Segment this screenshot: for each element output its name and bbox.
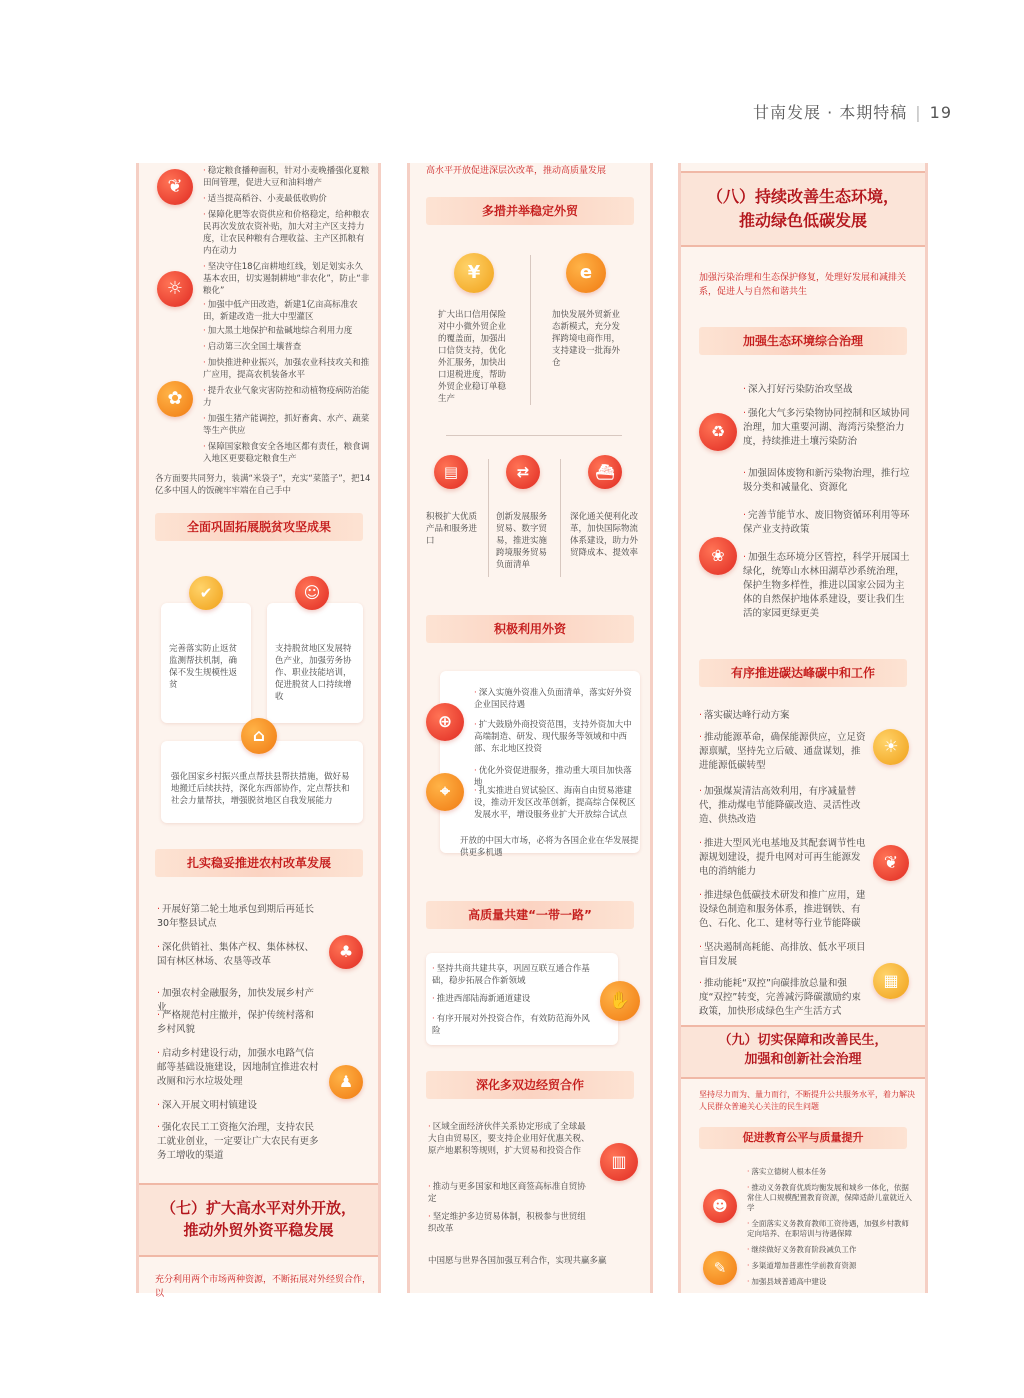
list-item: · 继续做好义务教育阶段减负工作 [747, 1245, 913, 1255]
section7-title-line1: （七）扩大高水平对外开放， [160, 1199, 356, 1217]
banner-belt-and-road: 高质量共建“一带一路” [426, 901, 634, 929]
sprout-icon: ❀ [699, 537, 737, 575]
divider [530, 255, 531, 405]
list-item: · 严格规范村庄撤并，保护传统村落和乡村风貌 [157, 1009, 321, 1037]
list-item: · 强化农民工工资拖欠治理，支持农民工就业创业，一定要让广大农民有更多务工增收的渠道 [157, 1121, 321, 1163]
section8-title [681, 185, 925, 233]
sun-icon: ☀ [873, 729, 909, 765]
trade-item-text: 扩大出口信用保险对中小微外贸企业的覆盖面，加强出口信贷支持，优化外汇服务，加快出口退税进度，帮助外贸企业稳订单稳生产 [438, 310, 507, 404]
section8-intro: 加强污染治理和生态保护修复，处理好发展和减排关系，促进人与自然和谐共生 [699, 273, 907, 297]
list-item: · 加强煤炭清洁高效利用，有序减量替代，推动煤电节能降碳改造、灵活性改造、供热改造 [699, 785, 869, 827]
list-item: · 保障化肥等农资供应和价格稳定，给种粮农民再次发放农资补贴，加大对主产区支持力度，让农民种粮有合理收益、主产区抓粮有内在动力 [203, 209, 371, 257]
list-item: · 深入开展文明村镇建设 [157, 1099, 321, 1113]
banner-poverty-alleviation: 全面巩固拓展脱贫攻坚成果 [155, 513, 363, 541]
fdi-summary-text: 开放的中国大市场，必将为各国企业在华发展提供更多机遇 [460, 836, 639, 858]
banner-eco-governance: 加强生态环境综合治理 [699, 327, 907, 355]
list-item: · 深化供销社、集体产权、集体林权、国有林区林场、农垦等改革 [157, 941, 321, 969]
list-item: · 启动乡村建设行动，加强水电路气信邮等基础设施建设，因地制宜推进农村改厕和污水垃圾处理 [157, 1047, 321, 1089]
list-item: · 落实立德树人根本任务 [747, 1167, 913, 1177]
harvest-icon: ✿ [157, 381, 193, 417]
list-item: · 强化大气多污染物协同控制和区域协同治理，加大重要河湖、海湾污染整治力度，持续推进土壤污染防治 [743, 407, 913, 449]
list-item: · 推进绿色低碳技术研发和推广应用，建设绿色制造和服务体系，推进钢铁、有色、石化、化工、建材等行业节能降碳 [699, 889, 869, 931]
globe-cursor-icon: ⊕ [426, 703, 464, 741]
page-number: 19 [929, 103, 952, 122]
wheat-icon: ❦ [157, 169, 193, 205]
document-icon: ▤ [434, 455, 468, 489]
list-item: · 多渠道增加普惠性学前教育资源 [747, 1261, 913, 1271]
section9-title [681, 1031, 925, 1069]
list-item: · 坚决遏制高耗能、高排放、低水平项目盲目发展 [699, 941, 869, 969]
leaf-drop-icon: ❦ [873, 845, 909, 881]
trade-item-text: 深化通关便利化改革，加快国际物流体系建设，助力外贸降成本、提效率 [570, 512, 639, 558]
shield-check-icon: ✔ [189, 576, 223, 610]
list-item: · 坚定维护多边贸易体制，积极参与世贸组织改革 [428, 1211, 590, 1235]
container-crane-icon: ▥ [600, 1143, 638, 1181]
list-item: · 加快推进种业振兴，加强农业科技攻关和推广应用，提高农机装备水平 [203, 357, 371, 381]
section9-intro: 坚持尽力而为、量力而行，不断提升公共服务水平，着力解决人民群众普遍关心关注的民生问题 [699, 1090, 915, 1111]
section8-title-line2: 推动绿色低碳发展 [738, 211, 867, 230]
exchange-arrows-icon: ⇄ [506, 455, 540, 489]
banner-education: 促进教育公平与质量提升 [699, 1127, 907, 1149]
forest-gear-icon: ♣ [329, 935, 363, 969]
list-item: · 全面落实义务教育教师工资待遇，加强乡村教师定向培养、在职培训与待遇保障 [747, 1219, 913, 1239]
list-item: · 坚决守住18亿亩耕地红线，划足划实永久基本农田，切实遏制耕地“非农化”，防止“非粮化” [203, 261, 371, 297]
divider [488, 459, 489, 577]
infographic-column-2 [407, 163, 653, 1293]
list-item: · 落实碳达峰行动方案 [699, 709, 869, 723]
trash-bin-icon: ♻ [699, 413, 737, 451]
poverty-bottom-text: 强化国家乡村振兴重点帮扶县帮扶措施，做好易地搬迁后续扶持，深化东西部协作，定点帮扶和社会力量帮扶，增强脱贫地区自我发展能力 [171, 772, 350, 806]
list-item: · 深入实施外资准入负面清单，落实好外资企业国民待遇 [474, 687, 640, 711]
trade-item-text: 创新发展服务贸易、数字贸易，推进实施跨境服务贸易负面清单 [496, 512, 548, 570]
magazine-section-title: 甘南发展 · 本期特稿 [752, 103, 908, 122]
people-icon: ☺ [295, 576, 329, 610]
student-icon: ☻ [703, 1189, 737, 1223]
section8-title-line1: （八）持续改善生态环境， [706, 187, 899, 206]
list-item: · 稳定粮食播种面积，针对小麦晚播强化夏粮田间管理，促进大豆和油料增产 [203, 165, 371, 189]
section7-title-line2: 推动外贸外资平稳发展 [183, 1221, 334, 1239]
cargo-ship-icon: ⛴ [588, 455, 622, 489]
section9-title-line1: （九）切实保障和改善民生， [718, 1033, 888, 1048]
list-item: · 启动第三次全国土壤普查 [203, 341, 371, 353]
divider [560, 459, 561, 577]
house-icon: ⌂ [241, 718, 277, 754]
list-item: · 推动能源革命，确保能源供应，立足资源禀赋，坚持先立后破、通盘谋划，推进能源低碳转型 [699, 731, 869, 773]
list-item: · 推进大型风光电基地及其配套调节性电源规划建设，提升电网对可再生能源发电的消纳能力 [699, 837, 869, 879]
list-item: · 开展好第二轮土地承包到期后再延长30年整县试点 [157, 903, 321, 931]
page-header [753, 100, 952, 123]
list-item: · 推动与更多国家和地区商签高标准自贸协定 [428, 1181, 590, 1205]
header-separator: | [915, 103, 922, 122]
map-pin-icon: ⌖ [426, 773, 464, 811]
list-item: · 深入打好污染防治攻坚战 [743, 383, 913, 397]
col2-intro: 高水平开放促进深层次改革，推动高质量发展 [426, 166, 607, 176]
banner-foreign-investment: 积极利用外资 [426, 615, 634, 643]
solar-panel-icon: ▦ [873, 963, 909, 999]
poverty-card-text: 完善落实防止返贫监测帮扶机制，确保不发生规模性返贫 [169, 644, 238, 690]
list-item: · 适当提高稻谷、小麦最低收购价 [203, 193, 371, 205]
list-item: · 加强生态环境分区管控，科学开展国土绿化，统筹山水林田湖草沙系统治理，保护生物多样性，推进以国家公园为主体的自然保护地体系建设，要让我们生活的家园更绿更美 [743, 551, 913, 621]
list-item: · 完善节能节水、废旧物资循环利用等环保产业支持政策 [743, 509, 913, 537]
divider [446, 435, 622, 436]
banner-rural-reform: 扎实稳妥推进农村改革发展 [155, 849, 363, 877]
list-item: · 推动能耗“双控”向碳排放总量和强度“双控”转变，完善减污降碳激励约束政策，加快形成绿色生产生活方式 [699, 977, 869, 1019]
section7-intro: 充分利用两个市场两种资源，不断拓展对外经贸合作，以 [155, 1275, 372, 1299]
shopping-cart-icon: e [566, 253, 606, 293]
multilateral-summary-text: 中国愿与世界各国加强互利合作，实现共赢多赢 [428, 1256, 607, 1266]
list-item: · 加强生猪产能调控，抓好畜禽、水产、蔬菜等生产供应 [203, 413, 371, 437]
list-item: · 加强固体废物和新污染物治理，推行垃圾分类和减量化、资源化 [743, 467, 913, 495]
trade-item-text: 积极扩大优质产品和服务进口 [426, 512, 478, 546]
banner-multilateral-trade: 深化多双边经贸合作 [426, 1071, 634, 1099]
list-item: · 提升农业气象灾害防控和动植物疫病防治能力 [203, 385, 371, 409]
farmland-icon: ☼ [157, 271, 193, 307]
list-item: · 加大黑土地保护和盐碱地综合利用力度 [203, 325, 371, 337]
list-item: · 扎实推进自贸试验区、海南自由贸易港建设，推动开发区改革创新，提高综合保税区发展水平，增设服务业扩大开放综合试点 [474, 785, 640, 821]
infographic-column-3 [678, 163, 928, 1293]
list-item: · 优化外资促进服务，推动重大项目加快落地 [474, 765, 640, 789]
list-item: · 推进西部陆海新通道建设 [432, 993, 592, 1005]
list-item: · 加强农村金融服务，加快发展乡村产业 [157, 987, 321, 1015]
classroom-icon: ✎ [703, 1251, 737, 1285]
list-item: · 坚持共商共建共享，巩固互联互通合作基础，稳步拓展合作新领域 [432, 963, 592, 987]
section7-title [139, 1197, 378, 1241]
section9-title-line2: 加强和创新社会治理 [744, 1052, 862, 1067]
workers-icon: ♟ [329, 1065, 363, 1099]
handshake-icon: ✋ [600, 981, 640, 1021]
list-item: · 有序开展对外投资合作，有效防范海外风险 [432, 1013, 592, 1037]
list-item: · 保障国家粮食安全各地区都有责任，粮食调入地区更要稳定粮食生产 [203, 441, 371, 465]
list-item: · 加强中低产田改造，新建1亿亩高标准农田，新建改造一批大中型灌区 [203, 299, 371, 323]
list-item: · 加强县域普通高中建设 [747, 1277, 913, 1287]
list-item: · 区域全面经济伙伴关系协定形成了全球最大自由贸易区，要支持企业用好优惠关税、原产地累积等规则，扩大贸易和投资合作 [428, 1121, 590, 1157]
trade-item-text: 加快发展外贸新业态新模式，充分发挥跨境电商作用，支持建设一批海外仓 [552, 310, 621, 368]
poverty-card-text: 支持脱贫地区发展特色产业，加强劳务协作、职业技能培训，促进脱贫人口持续增收 [275, 644, 352, 702]
list-item: · 推动义务教育优质均衡发展和城乡一体化，依据常住人口规模配置教育资源，保障适龄儿童就近入学 [747, 1183, 913, 1213]
infographic-column-1 [136, 163, 381, 1299]
list-item: · 扩大鼓励外商投资范围，支持外资加大中高端制造、研发、现代服务等领域和中西部、东北地区投资 [474, 719, 640, 755]
grain-summary-text: 各方面要共同努力，装满“米袋子”，充实“菜篮子”，把14亿多中国人的饭碗牢牢端在自己手中 [155, 474, 371, 496]
banner-carbon-neutrality: 有序推进碳达峰碳中和工作 [699, 659, 907, 687]
banner-stabilize-trade: 多措并举稳定外贸 [426, 197, 634, 225]
yen-coin-icon: ¥ [454, 253, 494, 293]
